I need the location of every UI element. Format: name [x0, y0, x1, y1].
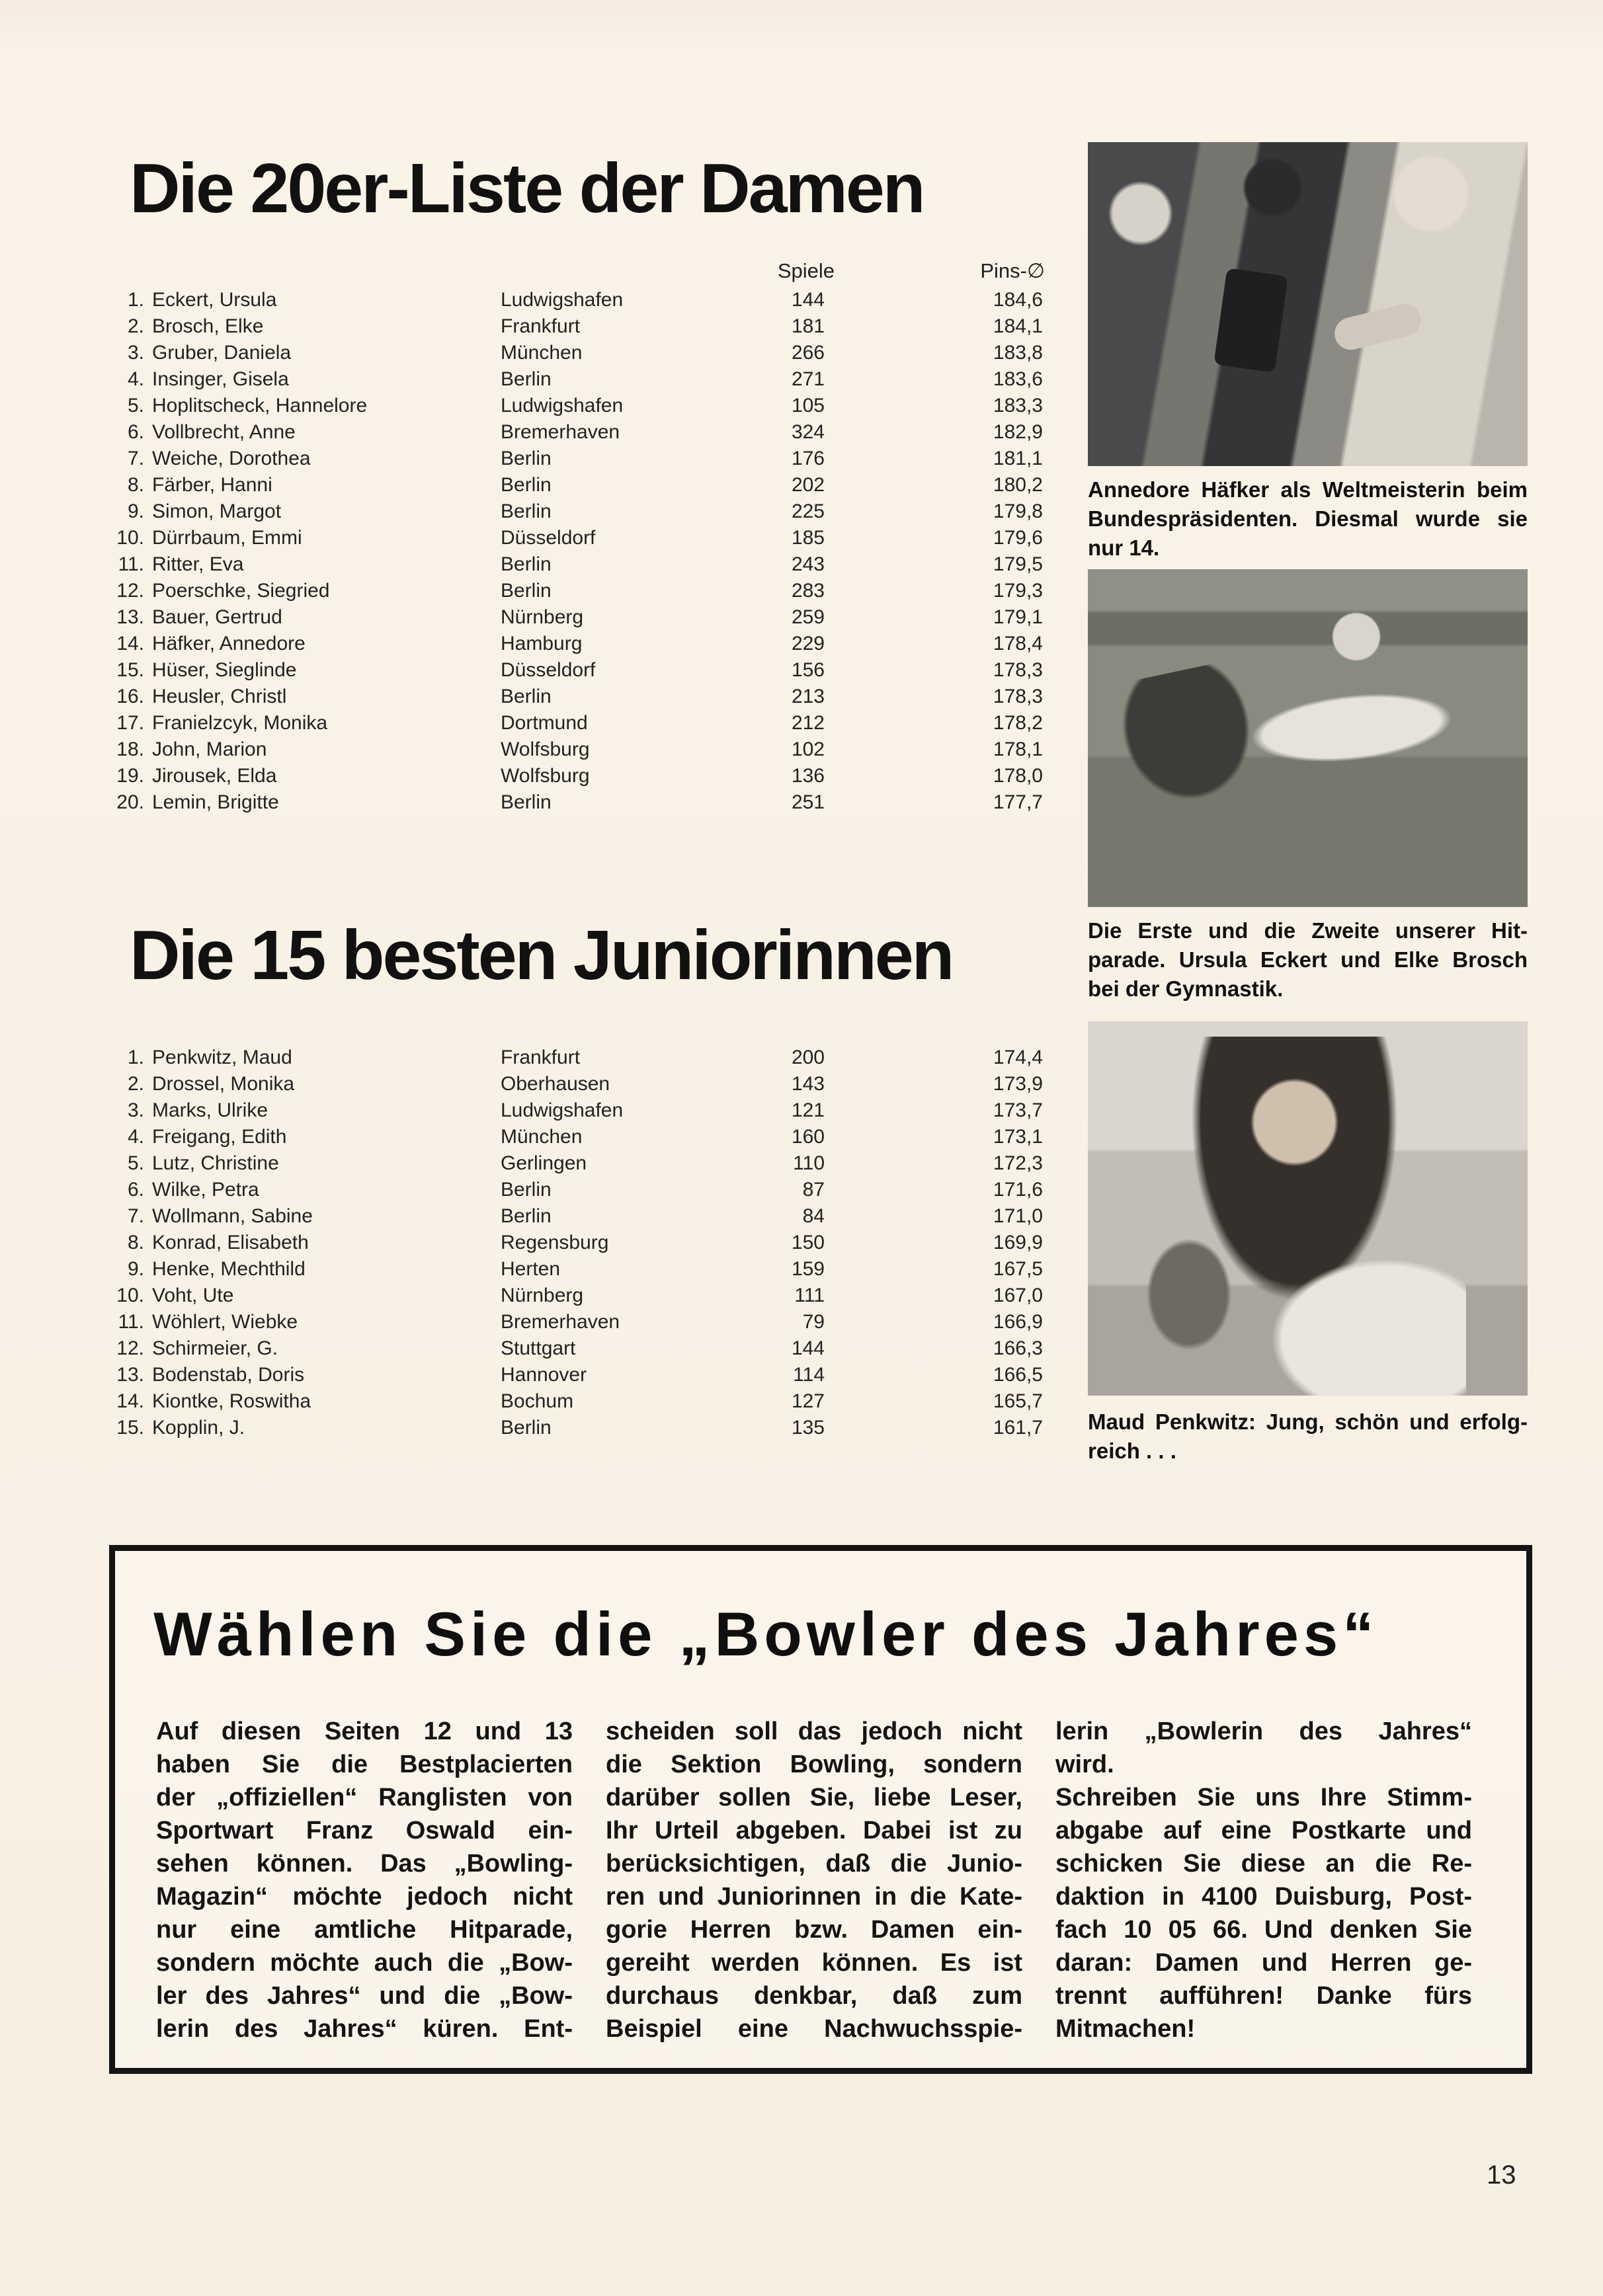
spiele-cell: 150 [791, 1232, 825, 1253]
rank-cell: 7. [127, 448, 144, 469]
spiele-cell: 121 [791, 1099, 825, 1121]
table-row [93, 736, 1048, 763]
pins-cell: 179,8 [993, 500, 1043, 522]
rank-cell: 5. [127, 395, 144, 416]
spiele-cell: 111 [794, 1285, 825, 1306]
spiele-cell: 84 [802, 1205, 825, 1227]
spiele-cell: 213 [791, 686, 825, 707]
rank-cell: 4. [127, 368, 144, 390]
rank-cell: 18. [116, 738, 144, 760]
pins-cell: 182,9 [993, 421, 1043, 443]
table-row [93, 710, 1048, 736]
text-line: Auf diesen Seiten 12 und 13 [156, 1718, 573, 1745]
photo2-caption [1088, 916, 1528, 1004]
name-cell: Konrad, Elisabeth [152, 1232, 309, 1253]
rank-cell: 11. [118, 553, 144, 575]
name-cell: Dürrbaum, Emmi [152, 527, 302, 549]
page-number: 13 [1487, 2160, 1516, 2190]
name-cell: Henke, Mechthild [152, 1258, 306, 1280]
pins-cell: 171,0 [993, 1205, 1043, 1227]
text-line: Schreiben Sie uns Ihre Stimm- [1055, 1784, 1472, 1811]
pins-cell: 184,6 [993, 289, 1043, 311]
spiele-cell: 225 [791, 500, 825, 522]
rank-cell: 11. [118, 1311, 144, 1333]
spiele-cell: 200 [791, 1047, 825, 1068]
text-line: Mitmachen! [1055, 2015, 1196, 2043]
spiele-cell: 136 [791, 765, 825, 787]
rank-cell: 12. [116, 580, 144, 602]
text-line: gorie Herren bzw. Damen ein- [606, 1916, 1022, 1944]
city-cell: Gerlingen [501, 1152, 587, 1174]
pins-cell: 167,0 [993, 1285, 1043, 1306]
text-line: fach 10 05 66. Und denken Sie [1055, 1916, 1472, 1944]
pins-cell: 171,6 [993, 1179, 1043, 1201]
city-cell: Nürnberg [501, 606, 584, 628]
spiele-cell: 105 [791, 395, 825, 416]
pins-cell: 178,1 [993, 738, 1043, 760]
city-cell: Berlin [501, 1205, 552, 1227]
photo3-caption [1088, 1407, 1528, 1466]
pins-cell: 177,7 [993, 791, 1043, 813]
name-cell: Hoplitscheck, Hannelore [152, 395, 368, 416]
text-line: lerin „Bowlerin des Jahres“ [1055, 1718, 1472, 1745]
pins-cell: 165,7 [993, 1390, 1043, 1412]
spiele-cell: 266 [791, 342, 825, 364]
table-row [93, 498, 1048, 525]
table-row [93, 551, 1048, 578]
table-row [93, 1045, 1048, 1071]
name-cell: Heusler, Christl [152, 686, 287, 707]
name-cell: Weiche, Dorothea [152, 448, 311, 469]
text-line: Beispiel eine Nachwuchsspie- [606, 2015, 1022, 2043]
pins-cell: 179,1 [993, 606, 1043, 628]
juniorinnen-list-title: Die 15 besten Juniorinnen [130, 916, 953, 994]
city-cell: Bremerhaven [501, 421, 620, 443]
city-cell: Oberhausen [501, 1073, 610, 1095]
spiele-cell: 271 [791, 368, 825, 390]
pins-cell: 167,5 [993, 1258, 1043, 1280]
city-cell: Hamburg [501, 633, 583, 654]
pins-cell: 183,6 [993, 368, 1043, 390]
juniorinnen-ranking-table [93, 1045, 1048, 1441]
spiele-cell: 181 [791, 315, 825, 337]
spiele-cell: 79 [802, 1311, 825, 1333]
rank-cell: 7. [127, 1205, 144, 1227]
spiele-cell: 185 [791, 527, 825, 549]
text-line: nur eine amtliche Hitparade, [156, 1916, 573, 1944]
name-cell: Drossel, Monika [152, 1073, 295, 1095]
city-cell: Regensburg [501, 1232, 609, 1253]
name-cell: Vollbrecht, Anne [152, 421, 296, 443]
spiele-cell: 156 [791, 659, 825, 681]
text-line: scheiden soll das jedoch nicht [606, 1718, 1022, 1745]
name-cell: Bauer, Gertrud [152, 606, 282, 628]
spiele-cell: 160 [791, 1126, 825, 1148]
pins-cell: 178,4 [993, 633, 1043, 654]
name-cell: Brosch, Elke [152, 315, 264, 337]
pins-cell: 184,1 [993, 315, 1043, 337]
rank-cell: 8. [127, 474, 144, 496]
rank-cell: 13. [116, 606, 144, 628]
table-row [93, 684, 1048, 710]
photo-penkwitz-portrait [1088, 1021, 1528, 1396]
name-cell: Hüser, Sieglinde [152, 659, 297, 681]
text-line: berücksichtigen, daß die Junio- [606, 1850, 1022, 1878]
name-cell: Wollmann, Sabine [152, 1205, 313, 1227]
spiele-cell: 324 [791, 421, 825, 443]
name-cell: Franielzcyk, Monika [152, 712, 328, 734]
table-row [93, 631, 1048, 657]
rank-cell: 9. [127, 500, 144, 522]
city-cell: Berlin [501, 1179, 552, 1201]
pins-cell: 172,3 [993, 1152, 1043, 1174]
name-cell: Kopplin, J. [152, 1417, 245, 1439]
name-cell: Simon, Margot [152, 500, 282, 522]
city-cell: Berlin [501, 580, 552, 602]
text-line: Ihr Urteil abgeben. Dabei ist zu [606, 1817, 1022, 1844]
spiele-cell: 251 [791, 791, 825, 813]
table-row [93, 1230, 1048, 1256]
table-row [93, 1256, 1048, 1283]
pins-cell: 181,1 [993, 448, 1043, 469]
table-row [93, 366, 1048, 393]
text-line: gereiht werden können. Es ist [606, 1949, 1022, 1977]
rank-cell: 15. [116, 659, 144, 681]
text-line: der „offiziellen“ Ranglisten von [156, 1784, 573, 1811]
table-row [93, 287, 1048, 313]
pins-cell: 183,8 [993, 342, 1043, 364]
table-row [93, 393, 1048, 419]
name-cell: Lemin, Brigitte [152, 791, 279, 813]
pins-cell: 179,6 [993, 527, 1043, 549]
table-row [93, 1071, 1048, 1097]
table-row [93, 604, 1048, 631]
caption-line: bei der Gymnastik. [1088, 976, 1284, 1001]
spiele-cell: 243 [791, 553, 825, 575]
city-cell: Berlin [501, 368, 552, 390]
text-line: Sportwart Franz Oswald ein- [156, 1817, 573, 1844]
rank-cell: 10. [116, 527, 144, 549]
text-line: durchaus denkbar, daß zum [606, 1982, 1022, 2010]
spiele-cell: 127 [791, 1390, 825, 1412]
name-cell: Schirmeier, G. [152, 1337, 278, 1359]
rank-cell: 12. [116, 1337, 144, 1359]
caption-line: Bundespräsidenten. Diesmal wurde sie [1088, 506, 1528, 531]
text-line: abgabe auf eine Postkarte und [1055, 1817, 1472, 1844]
city-cell: Ludwigshafen [501, 289, 624, 311]
city-cell: Wolfsburg [501, 765, 590, 787]
table-row [93, 1097, 1048, 1124]
pins-cell: 183,3 [993, 395, 1043, 416]
text-line: darüber sollen Sie, liebe Leser, [606, 1784, 1022, 1811]
text-line: wird. [1055, 1751, 1114, 1778]
photo-haefker-handshake [1088, 142, 1528, 466]
rank-cell: 4. [127, 1126, 144, 1148]
damen-ranking-table [93, 287, 1048, 816]
column-header-pins: Pins-∅ [980, 259, 1045, 282]
table-row [93, 1309, 1048, 1335]
city-cell: Düsseldorf [501, 659, 596, 681]
text-line: lerin des Jahres“ küren. Ent- [156, 2015, 573, 2043]
rank-cell: 5. [127, 1152, 144, 1174]
pins-cell: 178,3 [993, 686, 1043, 707]
city-cell: Berlin [501, 1417, 552, 1439]
table-row [93, 340, 1048, 366]
rank-cell: 15. [116, 1417, 144, 1439]
pins-cell: 161,7 [993, 1417, 1043, 1439]
name-cell: Gruber, Daniela [152, 342, 292, 364]
spiele-cell: 283 [791, 580, 825, 602]
rank-cell: 8. [127, 1232, 144, 1253]
pins-cell: 166,5 [993, 1364, 1043, 1386]
photo-gymnastics [1088, 569, 1528, 907]
name-cell: Kiontke, Roswitha [152, 1390, 311, 1412]
city-cell: Bremerhaven [501, 1311, 620, 1333]
spiele-cell: 87 [802, 1179, 825, 1201]
city-cell: Nürnberg [501, 1285, 584, 1306]
name-cell: Penkwitz, Maud [152, 1047, 292, 1068]
table-row [93, 313, 1048, 340]
name-cell: Eckert, Ursula [152, 289, 277, 311]
pins-cell: 174,4 [993, 1047, 1043, 1068]
city-cell: Berlin [501, 686, 552, 707]
spiele-cell: 110 [793, 1152, 825, 1174]
table-row [93, 1335, 1048, 1362]
caption-line: Die Erste und die Zweite unserer Hit- [1088, 918, 1528, 943]
text-line: sondern möchte auch die „Bow- [156, 1949, 573, 1977]
city-cell: Frankfurt [501, 1047, 581, 1068]
rank-cell: 16. [116, 686, 144, 707]
pins-cell: 179,3 [993, 580, 1043, 602]
city-cell: Ludwigshafen [501, 395, 624, 416]
city-cell: Berlin [501, 474, 552, 496]
table-row [93, 763, 1048, 789]
blonde-head-silhouette [1330, 610, 1383, 664]
city-cell: Dortmund [501, 712, 588, 734]
caption-line: reich . . . [1088, 1439, 1176, 1463]
vote-text-column-2 [606, 1715, 1022, 2045]
name-cell: Poerschke, Siegried [152, 580, 330, 602]
table-row [93, 1203, 1048, 1230]
spiele-cell: 159 [791, 1258, 825, 1280]
caption-line: Maud Penkwitz: Jung, schön und erfolg- [1088, 1409, 1528, 1434]
spiele-cell: 259 [791, 606, 825, 628]
city-cell: Herten [501, 1258, 561, 1280]
rank-cell: 17. [116, 712, 144, 734]
name-cell: Bodenstab, Doris [152, 1364, 305, 1386]
pins-cell: 178,3 [993, 659, 1043, 681]
face-silhouette [1246, 1074, 1342, 1171]
name-cell: Ritter, Eva [152, 553, 244, 575]
pins-cell: 179,5 [993, 553, 1043, 575]
table-row [93, 1283, 1048, 1309]
city-cell: Berlin [501, 448, 552, 469]
rank-cell: 14. [116, 1390, 144, 1412]
text-line: haben Sie die Bestplacierten [156, 1751, 573, 1778]
city-cell: Frankfurt [501, 315, 581, 337]
vote-text-column-3 [1055, 1715, 1472, 2045]
rank-cell: 1. [127, 1047, 144, 1068]
rank-cell: 2. [127, 315, 144, 337]
caption-line: nur 14. [1088, 535, 1160, 560]
pins-cell: 166,9 [993, 1311, 1043, 1333]
vote-text-column-1 [156, 1715, 573, 2045]
spiele-cell: 212 [791, 712, 825, 734]
rank-cell: 3. [127, 1099, 144, 1121]
name-cell: Färber, Hanni [152, 474, 272, 496]
white-shirt-silhouette [1264, 1253, 1466, 1396]
flowers-silhouette [1141, 1231, 1237, 1358]
text-line: die Sektion Bowling, sondern [606, 1751, 1022, 1778]
city-cell: München [501, 342, 583, 364]
rank-cell: 20. [116, 791, 144, 813]
table-row [93, 446, 1048, 472]
name-cell: Wöhlert, Wiebke [152, 1311, 298, 1333]
spiele-cell: 144 [791, 1337, 825, 1359]
city-cell: Ludwigshafen [501, 1099, 624, 1121]
pins-cell: 173,9 [993, 1073, 1043, 1095]
rank-cell: 19. [116, 765, 144, 787]
text-line: daktion in 4100 Duisburg, Post- [1055, 1883, 1472, 1911]
spiele-cell: 202 [791, 474, 825, 496]
damen-list-title: Die 20er-Liste der Damen [130, 149, 924, 227]
text-line: schicken Sie diese an die Re- [1055, 1850, 1472, 1878]
name-cell: John, Marion [152, 738, 267, 760]
name-cell: Freigang, Edith [152, 1126, 287, 1148]
rank-cell: 10. [116, 1285, 144, 1306]
pins-cell: 173,7 [993, 1099, 1043, 1121]
city-cell: Berlin [501, 791, 552, 813]
name-cell: Voht, Ute [152, 1285, 234, 1306]
name-cell: Jirousek, Elda [152, 765, 277, 787]
table-row [93, 1124, 1048, 1150]
photo1-caption [1088, 475, 1528, 563]
spiele-cell: 229 [791, 633, 825, 654]
text-line: sehen können. Das „Bowling- [156, 1850, 573, 1878]
rank-cell: 3. [127, 342, 144, 364]
vote-box [109, 1545, 1532, 2074]
name-cell: Insinger, Gisela [152, 368, 289, 390]
text-line: trennt aufführen! Danke fürs [1055, 1982, 1472, 2010]
text-line: ren und Juniorinnen in die Kate- [606, 1883, 1022, 1911]
pins-cell: 180,2 [993, 474, 1043, 496]
table-row [93, 1388, 1048, 1415]
spiele-cell: 144 [791, 289, 825, 311]
table-row [93, 578, 1048, 604]
table-row [93, 789, 1048, 816]
city-cell: Stuttgart [501, 1337, 576, 1359]
vote-box-title: Wählen Sie die „Bowler des Jahres“ [153, 1599, 1379, 1669]
table-row [93, 657, 1048, 684]
table-row [93, 1177, 1048, 1203]
camera-silhouette [1213, 268, 1288, 373]
rank-cell: 1. [127, 289, 144, 311]
name-cell: Marks, Ulrike [152, 1099, 268, 1121]
pins-cell: 169,9 [993, 1232, 1043, 1253]
city-cell: Bochum [501, 1390, 574, 1412]
text-line: ler des Jahres“ und die „Bow- [156, 1982, 573, 2010]
rank-cell: 2. [127, 1073, 144, 1095]
table-row [93, 472, 1048, 498]
spiele-cell: 176 [791, 448, 825, 469]
column-header-spiele: Spiele [777, 259, 835, 282]
table-row [93, 525, 1048, 551]
spiele-cell: 102 [791, 738, 825, 760]
city-cell: München [501, 1126, 583, 1148]
rank-cell: 13. [116, 1364, 144, 1386]
name-cell: Wilke, Petra [152, 1179, 259, 1201]
pins-cell: 173,1 [993, 1126, 1043, 1148]
city-cell: Berlin [501, 500, 552, 522]
name-cell: Häfker, Annedore [152, 633, 306, 654]
spiele-cell: 135 [791, 1417, 825, 1439]
city-cell: Berlin [501, 553, 552, 575]
pins-cell: 178,0 [993, 765, 1043, 787]
caption-line: Annedore Häfker als Weltmeisterin beim [1088, 477, 1528, 502]
text-line: daran: Damen und Herren ge- [1055, 1949, 1472, 1977]
rank-cell: 14. [116, 633, 144, 654]
rank-cell: 6. [127, 1179, 144, 1201]
caption-line: parade. Ursula Eckert und Elke Brosch [1088, 947, 1528, 972]
rank-cell: 6. [127, 421, 144, 443]
rank-cell: 9. [127, 1258, 144, 1280]
table-row [93, 419, 1048, 446]
name-cell: Lutz, Christine [152, 1152, 279, 1174]
city-cell: Hannover [501, 1364, 587, 1386]
table-row [93, 1415, 1048, 1441]
spiele-cell: 114 [793, 1364, 825, 1386]
pins-cell: 178,2 [993, 712, 1043, 734]
text-line: Magazin“ möchte jedoch nicht [156, 1883, 573, 1911]
table-row [93, 1150, 1048, 1177]
pins-cell: 166,3 [993, 1337, 1043, 1359]
city-cell: Wolfsburg [501, 738, 590, 760]
spiele-cell: 143 [791, 1073, 825, 1095]
city-cell: Düsseldorf [501, 527, 596, 549]
table-row [93, 1362, 1048, 1388]
